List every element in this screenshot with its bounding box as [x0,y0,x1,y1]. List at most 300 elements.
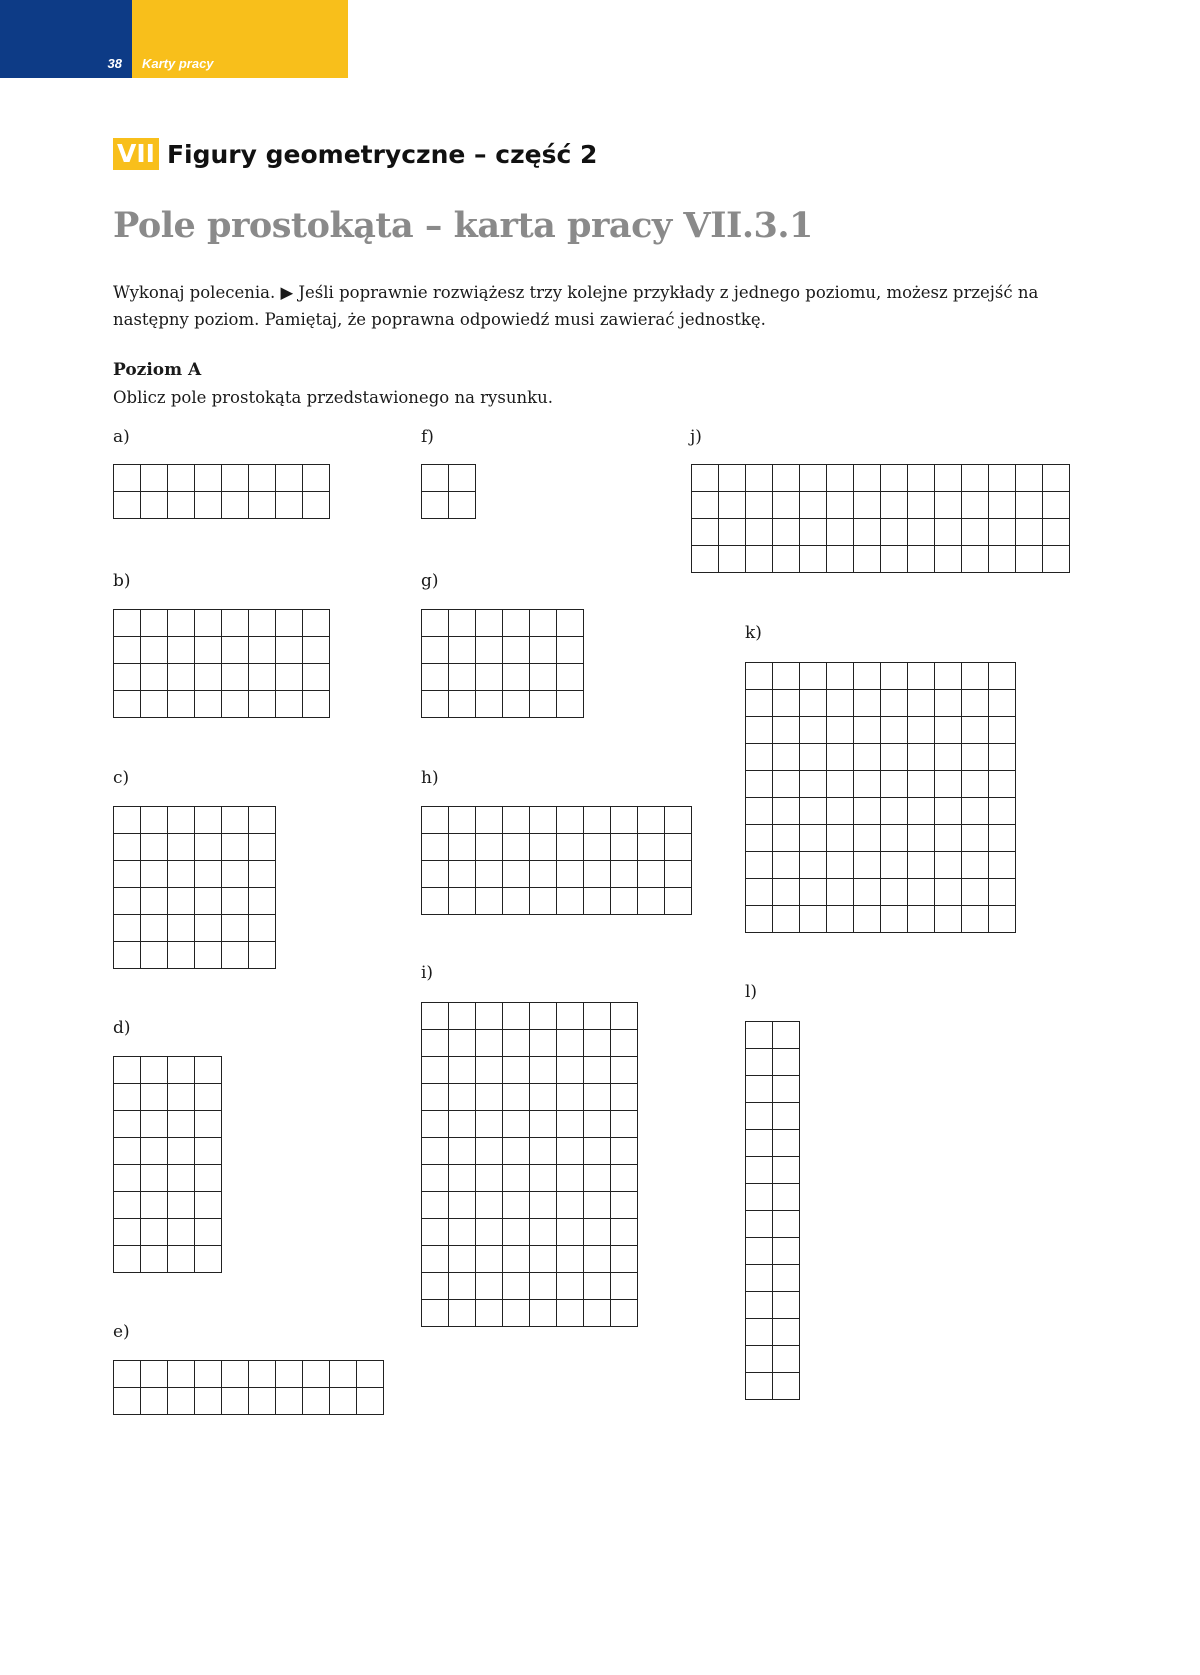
grid-cell [530,1246,557,1273]
grid-cell [989,771,1016,798]
grid-cell [773,717,800,744]
grid-cell [530,1030,557,1057]
chapter-badge: VII [113,138,159,170]
grid-cell [719,465,746,492]
grid-cell [881,744,908,771]
grid-cell [422,1165,449,1192]
grid-cell [800,771,827,798]
grid-cell [935,492,962,519]
grid-cell [773,1022,800,1049]
grid-cell [168,942,195,969]
grid-cell [195,1084,222,1111]
grid-cell [827,744,854,771]
grid-cell [449,834,476,861]
grid-cell [665,807,692,834]
grid-cell [422,637,449,664]
grid-cell [827,663,854,690]
grid-cell [168,1388,195,1415]
grid-cell [249,1361,276,1388]
grid-cell [611,807,638,834]
grid-cell [827,546,854,573]
grid-cell [854,546,881,573]
grid-cell [746,1319,773,1346]
grid-cell [276,1361,303,1388]
grid-cell [746,1022,773,1049]
chapter-heading [113,138,597,170]
grid-cell [935,852,962,879]
grid-cell [557,1300,584,1327]
grid-cell [168,610,195,637]
grid-cell [881,465,908,492]
grid-cell [422,1111,449,1138]
grid-cell [611,834,638,861]
grid-cell [422,834,449,861]
grid-cell [584,1273,611,1300]
grid-cell [908,717,935,744]
grid-cell [503,888,530,915]
grid-cell [168,1084,195,1111]
grid-cell [611,1084,638,1111]
grid-cell [908,852,935,879]
grid-cell [503,1030,530,1057]
grid-cell [168,1219,195,1246]
rectangle-grid-e [113,1360,384,1415]
rectangle-grid-f [421,464,476,519]
grid-cell [557,888,584,915]
grid-cell [557,664,584,691]
grid-cell [168,915,195,942]
grid-cell [584,1192,611,1219]
grid-cell [530,1165,557,1192]
grid-cell [935,771,962,798]
grid-cell [854,906,881,933]
grid-cell [195,691,222,718]
grid-cell [773,492,800,519]
grid-cell [114,1246,141,1273]
grid-cell [476,637,503,664]
grid-cell [249,807,276,834]
grid-cell [935,798,962,825]
grid-cell [449,1138,476,1165]
grid-cell [249,492,276,519]
grid-cell [746,1130,773,1157]
grid-cell [773,744,800,771]
grid-cell [503,861,530,888]
grid-cell [665,861,692,888]
grid-cell [773,663,800,690]
grid-cell [611,888,638,915]
grid-cell [746,1238,773,1265]
grid-cell [773,1292,800,1319]
grid-cell [422,492,449,519]
grid-cell [168,465,195,492]
grid-cell [962,879,989,906]
grid-cell [935,717,962,744]
exercise-label-f: f) [421,427,434,447]
grid-cell [168,888,195,915]
grid-cell [449,691,476,718]
grid-cell [800,879,827,906]
grid-cell [557,1165,584,1192]
grid-cell [611,1246,638,1273]
grid-cell [195,834,222,861]
grid-cell [773,1265,800,1292]
grid-cell [746,1076,773,1103]
grid-cell [222,664,249,691]
grid-cell [141,1111,168,1138]
exercise-label-c: c) [113,768,130,788]
grid-cell [503,1138,530,1165]
grid-cell [114,1138,141,1165]
grid-cell [611,861,638,888]
grid-cell [1043,465,1070,492]
grid-cell [449,1219,476,1246]
grid-cell [303,610,330,637]
grid-cell [908,744,935,771]
grid-cell [476,664,503,691]
grid-cell [530,637,557,664]
grid-cell [330,1361,357,1388]
grid-cell [557,691,584,718]
grid-cell [503,807,530,834]
grid-cell [476,888,503,915]
grid-cell [854,663,881,690]
grid-cell [114,807,141,834]
grid-cell [989,825,1016,852]
grid-cell [584,1057,611,1084]
grid-cell [503,691,530,718]
grid-cell [476,1111,503,1138]
grid-cell [195,1057,222,1084]
grid-cell [530,888,557,915]
page-title: Pole prostokąta – karta pracy VII.3.1 [113,205,813,246]
grid-cell [800,663,827,690]
grid-cell [800,852,827,879]
section-name: Karty pracy [142,56,214,71]
grid-cell [422,1084,449,1111]
grid-cell [1043,546,1070,573]
grid-cell [476,834,503,861]
grid-cell [773,519,800,546]
grid-cell [584,807,611,834]
grid-cell [584,1219,611,1246]
grid-cell [303,637,330,664]
grid-cell [422,1057,449,1084]
grid-cell [168,664,195,691]
grid-cell [303,691,330,718]
grid-cell [989,744,1016,771]
grid-cell [584,1300,611,1327]
grid-cell [962,771,989,798]
grid-cell [746,879,773,906]
grid-cell [638,888,665,915]
rectangle-grid-k [745,662,1016,933]
grid-cell [530,1084,557,1111]
grid-cell [449,1030,476,1057]
grid-cell [989,519,1016,546]
grid-cell [303,1361,330,1388]
grid-cell [449,465,476,492]
grid-cell [908,825,935,852]
grid-cell [114,492,141,519]
grid-cell [1016,519,1043,546]
grid-cell [962,519,989,546]
grid-cell [611,1192,638,1219]
grid-cell [249,664,276,691]
grid-cell [881,663,908,690]
grid-cell [141,1361,168,1388]
grid-cell [422,465,449,492]
grid-cell [422,807,449,834]
grid-cell [449,1300,476,1327]
grid-cell [141,1165,168,1192]
grid-cell [114,1111,141,1138]
grid-cell [557,1246,584,1273]
grid-cell [141,807,168,834]
grid-cell [773,1157,800,1184]
grid-cell [989,663,1016,690]
grid-cell [800,465,827,492]
grid-cell [773,771,800,798]
rectangle-grid-l [745,1021,800,1400]
grid-cell [195,807,222,834]
grid-cell [881,519,908,546]
grid-cell [476,1003,503,1030]
grid-cell [746,1373,773,1400]
grid-cell [611,1219,638,1246]
grid-cell [746,1103,773,1130]
grid-cell [503,664,530,691]
grid-cell [800,906,827,933]
grid-cell [746,546,773,573]
grid-cell [422,1273,449,1300]
grid-cell [530,1111,557,1138]
grid-cell [611,1030,638,1057]
exercise-label-e: e) [113,1322,130,1342]
grid-cell [449,664,476,691]
grid-cell [935,906,962,933]
grid-cell [114,664,141,691]
grid-cell [746,492,773,519]
exercise-label-j: j) [690,427,702,447]
grid-cell [503,637,530,664]
grid-cell [881,717,908,744]
grid-cell [503,834,530,861]
grid-cell [611,1138,638,1165]
grid-cell [665,834,692,861]
exercise-label-l: l) [745,982,758,1002]
grid-cell [584,1084,611,1111]
grid-cell [557,1192,584,1219]
grid-cell [476,1192,503,1219]
grid-cell [449,807,476,834]
grid-cell [854,744,881,771]
grid-cell [114,1057,141,1084]
grid-cell [827,771,854,798]
grid-cell [249,610,276,637]
grid-cell [908,906,935,933]
grid-cell [222,1388,249,1415]
exercise-label-d: d) [113,1018,131,1038]
grid-cell [773,1238,800,1265]
grid-cell [665,888,692,915]
grid-cell [141,1388,168,1415]
grid-cell [881,852,908,879]
grid-cell [141,1219,168,1246]
grid-cell [195,1111,222,1138]
grid-cell [557,1111,584,1138]
grid-cell [530,807,557,834]
grid-cell [935,465,962,492]
grid-cell [449,888,476,915]
grid-cell [422,1192,449,1219]
header-page-tab [0,0,132,78]
grid-cell [827,825,854,852]
grid-cell [692,546,719,573]
grid-cell [530,1273,557,1300]
grid-cell [330,1388,357,1415]
exercise-label-a: a) [113,427,130,447]
grid-cell [141,465,168,492]
grid-cell [935,546,962,573]
header-section-tab [132,0,348,78]
grid-cell [276,1388,303,1415]
grid-cell [114,915,141,942]
grid-cell [854,879,881,906]
rectangle-grid-j [691,464,1070,573]
grid-cell [530,691,557,718]
grid-cell [449,1084,476,1111]
grid-cell [168,861,195,888]
grid-cell [503,1192,530,1219]
grid-cell [746,519,773,546]
grid-cell [908,690,935,717]
grid-cell [881,492,908,519]
grid-cell [773,546,800,573]
grid-cell [800,744,827,771]
grid-cell [719,546,746,573]
grid-cell [195,492,222,519]
instructions-body: Jeśli poprawnie rozwiążesz trzy kolejne przykłady z jednego poziomu, możesz przejść na następny poziom. Pamiętaj, że poprawna odpowiedź musi zawierać jednostkę. [113,283,1039,329]
grid-cell [827,798,854,825]
grid-cell [557,1057,584,1084]
grid-cell [746,1184,773,1211]
grid-cell [476,861,503,888]
grid-cell [989,879,1016,906]
grid-cell [222,807,249,834]
grid-cell [800,546,827,573]
grid-cell [476,1219,503,1246]
grid-cell [303,1388,330,1415]
grid-cell [746,717,773,744]
grid-cell [854,492,881,519]
grid-cell [195,942,222,969]
grid-cell [773,1076,800,1103]
grid-cell [935,879,962,906]
grid-cell [249,834,276,861]
grid-cell [935,690,962,717]
grid-cell [989,465,1016,492]
grid-cell [168,1165,195,1192]
grid-cell [114,1219,141,1246]
grid-cell [222,915,249,942]
grid-cell [557,637,584,664]
grid-cell [141,1246,168,1273]
chapter-title: Figury geometryczne – część 2 [166,139,598,169]
grid-cell [584,1246,611,1273]
grid-cell [962,492,989,519]
grid-cell [773,1211,800,1238]
grid-cell [503,1003,530,1030]
grid-cell [195,1219,222,1246]
grid-cell [249,1388,276,1415]
grid-cell [449,1111,476,1138]
grid-cell [989,852,1016,879]
grid-cell [141,888,168,915]
grid-cell [746,1265,773,1292]
grid-cell [141,664,168,691]
grid-cell [249,691,276,718]
grid-cell [449,637,476,664]
grid-cell [530,1138,557,1165]
exercise-label-h: h) [421,768,439,788]
grid-cell [276,492,303,519]
grid-cell [249,637,276,664]
grid-cell [611,1165,638,1192]
grid-cell [557,1273,584,1300]
grid-cell [195,888,222,915]
grid-cell [827,879,854,906]
grid-cell [584,1138,611,1165]
grid-cell [503,610,530,637]
grid-cell [168,1361,195,1388]
grid-cell [114,888,141,915]
grid-cell [962,663,989,690]
rectangle-grid-i [421,1002,638,1327]
grid-cell [530,834,557,861]
grid-cell [557,1084,584,1111]
grid-cell [557,610,584,637]
grid-cell [881,879,908,906]
grid-cell [746,1157,773,1184]
grid-cell [692,465,719,492]
grid-cell [557,1219,584,1246]
grid-cell [476,1057,503,1084]
grid-cell [827,717,854,744]
grid-cell [503,1165,530,1192]
level-title: Poziom A [113,360,202,380]
grid-cell [422,1219,449,1246]
grid-cell [449,1246,476,1273]
grid-cell [276,691,303,718]
grid-cell [168,691,195,718]
grid-cell [962,546,989,573]
grid-cell [962,906,989,933]
grid-cell [800,825,827,852]
grid-cell [908,519,935,546]
grid-cell [449,610,476,637]
grid-cell [773,879,800,906]
grid-cell [692,492,719,519]
grid-cell [908,663,935,690]
grid-cell [881,798,908,825]
grid-cell [854,852,881,879]
grid-cell [557,807,584,834]
rectangle-grid-d [113,1056,222,1273]
grid-cell [222,691,249,718]
rectangle-grid-g [421,609,584,718]
grid-cell [530,861,557,888]
